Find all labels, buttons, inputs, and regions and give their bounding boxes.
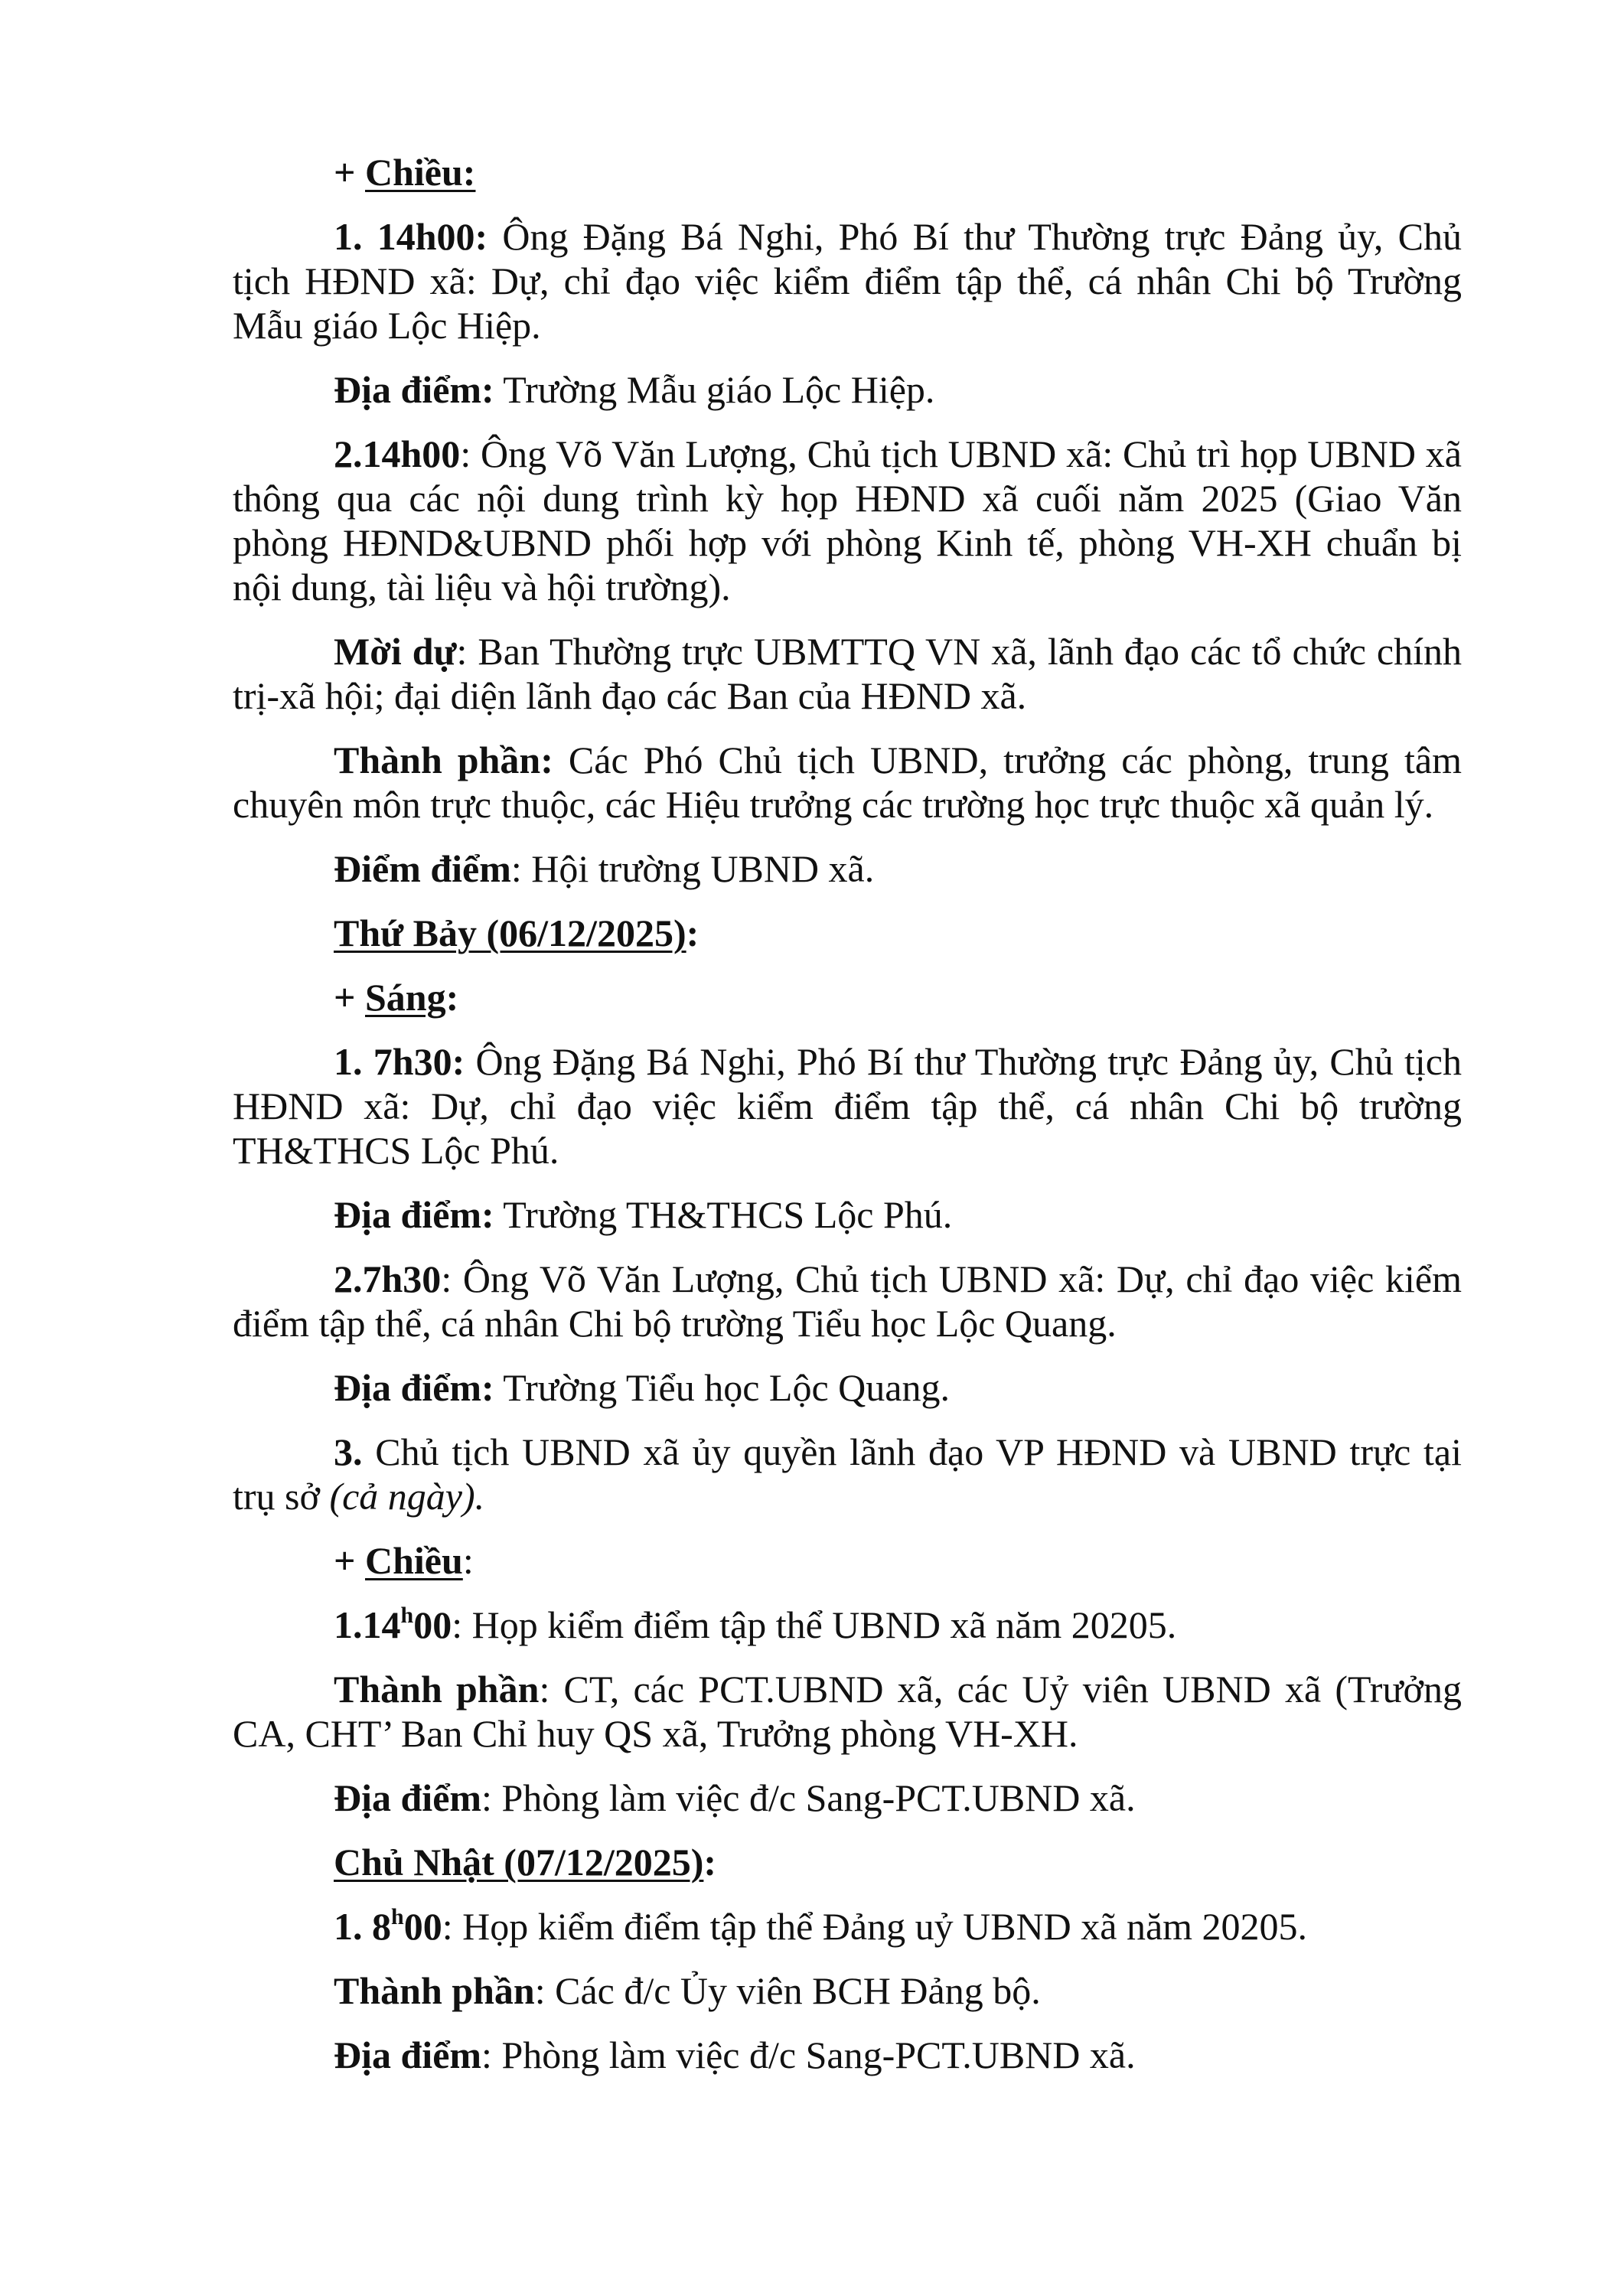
fri-pm-item-1: 1. 14h00: Ông Đặng Bá Nghi, Phó Bí thư Thường trực Đảng ủy, Chủ tịch HĐND xã: Dự, chỉ đạo việc kiểm điểm tập thể, cá nhân Chi bộ Trường Mẫu giáo Lộc Hiệp. [233, 215, 1462, 347]
fri-pm-item-2-location: Điểm điểm: Hội trường UBND xã. [334, 847, 875, 890]
sat-pm-item-1-location: Địa điểm: Phòng làm việc đ/c Sang-PCT.UBND xã. [334, 1776, 1136, 1819]
saturday-afternoon-heading: + Chiều: [334, 1539, 474, 1582]
fri-pm-item-2-members: Thành phần: Các Phó Chủ tịch UBND, trưởng các phòng, trung tâm chuyên môn trực thuộc, các Hiệu trưởng các trường học trực thuộc xã quản lý. [233, 739, 1462, 826]
sat-pm-item-1: 1.14$^h$00: Họp kiểm điểm tập thể UBND xã năm 20205. [334, 1603, 1177, 1646]
sat-am-item-2: 2.7h30: Ông Võ Văn Lượng, Chủ tịch UBND xã: Dự, chỉ đạo việc kiểm điểm tập thể, cá nhân Chi bộ trường Tiểu học Lộc Quang. [233, 1257, 1462, 1345]
sat-am-item-1-location: Địa điểm: Trường TH&THCS Lộc Phú. [334, 1193, 953, 1236]
sat-am-item-2-location: Địa điểm: Trường Tiểu học Lộc Quang. [334, 1366, 950, 1409]
fri-pm-item-2: 2.14h00: Ông Võ Văn Lượng, Chủ tịch UBND xã: Chủ trì họp UBND xã thông qua các nội dung trình kỳ họp HĐND xã cuối năm 2025 (Giao Văn phòng HĐND&UBND phối hợp với phòng Kinh tế, phòng VH-XH chuẩn bị nội dung, tài liệu và hội trường). [233, 432, 1462, 608]
sat-am-item-1: 1. 7h30: Ông Đặng Bá Nghi, Phó Bí thư Thường trực Đảng ủy, Chủ tịch HĐND xã: Dự, chỉ đạo việc kiểm điểm tập thể, cá nhân Chi bộ trường TH&THCS Lộc Phú. [233, 1040, 1462, 1172]
sun-item-1-location: Địa điểm: Phòng làm việc đ/c Sang-PCT.UBND xã. [334, 2033, 1136, 2076]
fri-pm-item-1-location: Địa điểm: Trường Mẫu giáo Lộc Hiệp. [334, 368, 935, 411]
sunday-day-heading: Chủ Nhật (07/12/2025): [334, 1841, 717, 1883]
sat-am-item-3: 3. Chủ tịch UBND xã ủy quyền lãnh đạo VP HĐND và UBND trực tại trụ sở (cả ngày). [233, 1430, 1462, 1518]
saturday-day-heading: Thứ Bảy (06/12/2025): [334, 912, 699, 954]
sun-item-1-members: Thành phần: Các đ/c Ủy viên BCH Đảng bộ. [334, 1969, 1041, 2012]
sun-item-1: 1. 8$^h$00: Họp kiểm điểm tập thể Đảng uỷ UBND xã năm 20205. [334, 1904, 1308, 1948]
sat-pm-item-1-members: Thành phần: CT, các PCT.UBND xã, các Uỷ viên UBND xã (Trưởng CA, CHT’ Ban Chỉ huy QS xã, Trưởng phòng VH-XH. [233, 1668, 1462, 1755]
fri-pm-item-2-invite: Mời dự: Ban Thường trực UBMTTQ VN xã, lãnh đạo các tổ chức chính trị-xã hội; đại diện lãnh đạo các Ban của HĐND xã. [233, 630, 1462, 717]
document-page [233, 150, 1462, 2097]
section-afternoon-heading: + Chiều: [334, 151, 476, 194]
saturday-morning-heading: + Sáng: [334, 976, 459, 1019]
